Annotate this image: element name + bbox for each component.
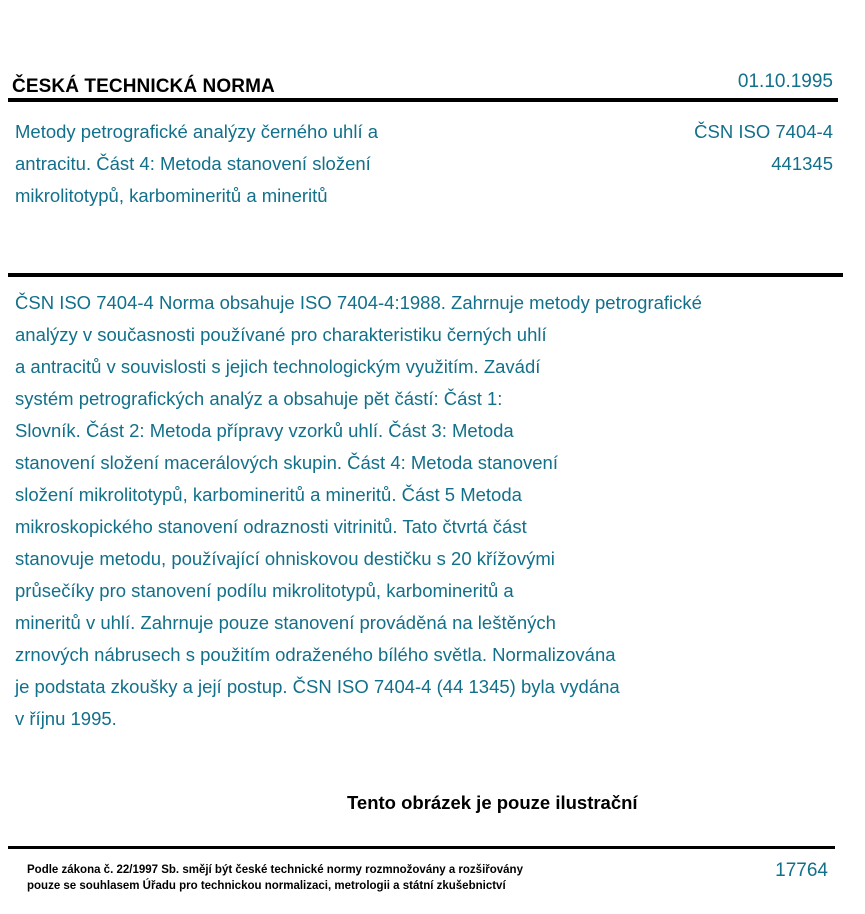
description-line: složení mikrolitotypů, karbomineritů a mineritů. Část 5 Metoda <box>15 484 522 505</box>
description-line: stanovuje metodu, používající ohniskovou destičku s 20 křížovými <box>15 548 555 569</box>
description-line: Slovník. Část 2: Metoda přípravy vzorků uhlí. Část 3: Metoda <box>15 420 514 441</box>
description-line: mikroskopického stanovení odraznosti vitrinitů. Tato čtvrtá část <box>15 516 527 537</box>
standard-title-line: mikrolitotypů, karbomineritů a mineritů <box>15 185 328 206</box>
standard-title-line: antracitu. Část 4: Metoda stanovení složení <box>15 153 371 174</box>
legal-notice <box>27 862 523 894</box>
illustration-notice: Tento obrázek je pouze ilustrační <box>347 792 638 813</box>
description-line: mineritů v uhlí. Zahrnuje pouze stanovení prováděná na leštěných <box>15 612 556 633</box>
description-line: je podstata zkoušky a její postup. ČSN ISO 7404-4 (44 1345) byla vydána <box>15 676 620 697</box>
description-line: stanovení složení macerálových skupin. Část 4: Metoda stanovení <box>15 452 558 473</box>
standard-codes <box>694 116 833 180</box>
classification-number: 441345 <box>771 153 833 174</box>
footer-divider <box>8 846 835 849</box>
standard-code: ČSN ISO 7404-4 <box>694 121 833 142</box>
header-divider <box>8 98 838 102</box>
legal-notice-line: pouze se souhlasem Úřadu pro technickou normalizaci, metrologii a státní zkušebnictví <box>27 880 506 892</box>
standard-description <box>15 287 702 735</box>
publication-date: 01.10.1995 <box>737 71 833 92</box>
standard-title-line: Metody petrografické analýzy černého uhlí a <box>15 121 379 142</box>
description-line: systém petrografických analýz a obsahuje pět částí: Část 1: <box>15 388 503 409</box>
description-line: ČSN ISO 7404-4 Norma obsahuje ISO 7404-4:1988. Zahrnuje metody petrografické <box>15 292 702 313</box>
document-header-title: ČESKÁ TECHNICKÁ NORMA <box>12 76 275 97</box>
description-line: a antracitů v souvislosti s jejich technologickým využitím. Zavádí <box>15 356 541 377</box>
section-divider <box>8 273 843 277</box>
catalog-number: 17764 <box>775 860 828 881</box>
description-line: analýzy v současnosti používané pro charakteristiku černých uhlí <box>15 324 547 345</box>
description-line: průsečíky pro stanovení podílu mikrolitotypů, karbomineritů a <box>15 580 514 601</box>
description-line: v říjnu 1995. <box>15 708 117 729</box>
standard-title <box>15 116 378 212</box>
legal-notice-line: Podle zákona č. 22/1997 Sb. smějí být české technické normy rozmnožovány a rozšiřovány <box>27 864 523 876</box>
description-line: zrnových nábrusech s použitím odraženého bílého světla. Normalizována <box>15 644 616 665</box>
